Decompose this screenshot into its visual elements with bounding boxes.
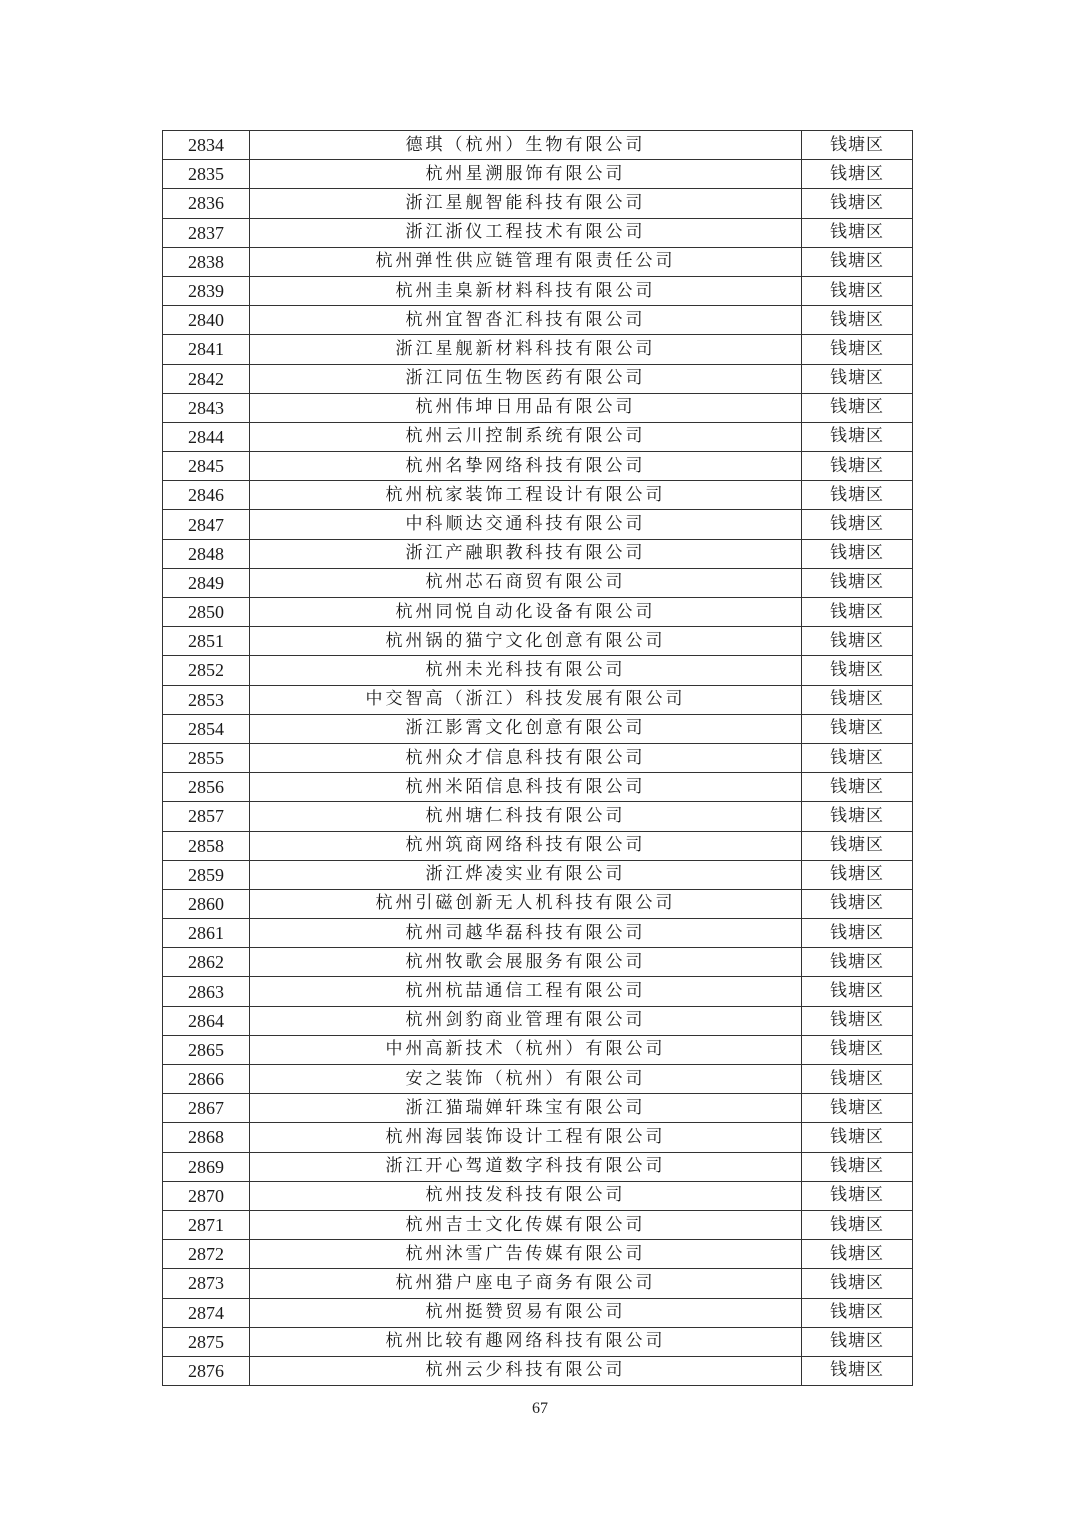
row-number-cell: 2864 — [163, 1006, 250, 1035]
page-number: 67 — [532, 1400, 548, 1417]
row-number-cell: 2838 — [163, 247, 250, 276]
company-name-cell: 安之装饰（杭州）有限公司 — [250, 1065, 802, 1094]
company-name-cell: 中科顺达交通科技有限公司 — [250, 510, 802, 539]
company-name-cell: 杭州同悦自动化设备有限公司 — [250, 598, 802, 627]
district-cell: 钱塘区 — [802, 1298, 913, 1327]
table-row — [163, 1356, 913, 1385]
district-cell: 钱塘区 — [802, 160, 913, 189]
company-name-cell: 杭州星溯服饰有限公司 — [250, 160, 802, 189]
district-cell: 钱塘区 — [802, 510, 913, 539]
company-name-cell: 浙江星舰新材料科技有限公司 — [250, 335, 802, 364]
row-number-cell: 2867 — [163, 1094, 250, 1123]
row-number-cell: 2846 — [163, 481, 250, 510]
district-cell: 钱塘区 — [802, 1094, 913, 1123]
district-cell: 钱塘区 — [802, 1210, 913, 1239]
district-cell: 钱塘区 — [802, 306, 913, 335]
company-name-cell: 浙江猫瑞婵轩珠宝有限公司 — [250, 1094, 802, 1123]
table-row — [163, 919, 913, 948]
district-cell: 钱塘区 — [802, 948, 913, 977]
district-cell: 钱塘区 — [802, 627, 913, 656]
company-name-cell: 德琪（杭州）生物有限公司 — [250, 131, 802, 160]
table-row — [163, 160, 913, 189]
table-row — [163, 276, 913, 305]
row-number-cell: 2871 — [163, 1210, 250, 1239]
table-row — [163, 1065, 913, 1094]
row-number-cell: 2842 — [163, 364, 250, 393]
table-row — [163, 743, 913, 772]
district-cell: 钱塘区 — [802, 539, 913, 568]
row-number-cell: 2865 — [163, 1035, 250, 1064]
row-number-cell: 2850 — [163, 598, 250, 627]
company-name-cell: 浙江烨凌实业有限公司 — [250, 860, 802, 889]
district-cell: 钱塘区 — [802, 1152, 913, 1181]
district-cell: 钱塘区 — [802, 422, 913, 451]
company-name-cell: 杭州圭臬新材料科技有限公司 — [250, 276, 802, 305]
company-name-cell: 杭州锅的猫宁文化创意有限公司 — [250, 627, 802, 656]
row-number-cell: 2873 — [163, 1269, 250, 1298]
table-row — [163, 568, 913, 597]
company-name-cell: 杭州塘仁科技有限公司 — [250, 802, 802, 831]
table-row — [163, 1210, 913, 1239]
company-name-cell: 浙江开心驾道数字科技有限公司 — [250, 1152, 802, 1181]
table-row — [163, 452, 913, 481]
district-cell: 钱塘区 — [802, 656, 913, 685]
table-row — [163, 1006, 913, 1035]
row-number-cell: 2843 — [163, 393, 250, 422]
company-name-cell: 杭州技发科技有限公司 — [250, 1181, 802, 1210]
table-row — [163, 1240, 913, 1269]
district-cell: 钱塘区 — [802, 831, 913, 860]
row-number-cell: 2851 — [163, 627, 250, 656]
company-name-cell: 杭州杭家装饰工程设计有限公司 — [250, 481, 802, 510]
table-row — [163, 802, 913, 831]
district-cell: 钱塘区 — [802, 1181, 913, 1210]
table-row — [163, 889, 913, 918]
row-number-cell: 2844 — [163, 422, 250, 451]
district-cell: 钱塘区 — [802, 685, 913, 714]
row-number-cell: 2862 — [163, 948, 250, 977]
table-row — [163, 831, 913, 860]
company-name-cell: 杭州米陌信息科技有限公司 — [250, 773, 802, 802]
row-number-cell: 2859 — [163, 860, 250, 889]
district-cell: 钱塘区 — [802, 218, 913, 247]
company-name-cell: 杭州宜智沓汇科技有限公司 — [250, 306, 802, 335]
company-name-cell: 杭州吉士文化传媒有限公司 — [250, 1210, 802, 1239]
table-row — [163, 335, 913, 364]
district-cell: 钱塘区 — [802, 714, 913, 743]
table-row — [163, 218, 913, 247]
company-name-cell: 杭州比较有趣网络科技有限公司 — [250, 1327, 802, 1356]
row-number-cell: 2857 — [163, 802, 250, 831]
row-number-cell: 2855 — [163, 743, 250, 772]
company-name-cell: 杭州未光科技有限公司 — [250, 656, 802, 685]
table-row — [163, 510, 913, 539]
district-cell: 钱塘区 — [802, 1065, 913, 1094]
table-row — [163, 714, 913, 743]
table-row — [163, 364, 913, 393]
company-table — [162, 130, 913, 1386]
row-number-cell: 2869 — [163, 1152, 250, 1181]
district-cell: 钱塘区 — [802, 919, 913, 948]
row-number-cell: 2849 — [163, 568, 250, 597]
table-row — [163, 977, 913, 1006]
district-cell: 钱塘区 — [802, 743, 913, 772]
table-row — [163, 1181, 913, 1210]
company-name-cell: 中州高新技术（杭州）有限公司 — [250, 1035, 802, 1064]
table-row — [163, 656, 913, 685]
table-row — [163, 1035, 913, 1064]
company-table-body — [163, 131, 913, 1386]
row-number-cell: 2876 — [163, 1356, 250, 1385]
company-name-cell: 杭州司越华磊科技有限公司 — [250, 919, 802, 948]
row-number-cell: 2854 — [163, 714, 250, 743]
row-number-cell: 2870 — [163, 1181, 250, 1210]
company-name-cell: 杭州牧歌会展服务有限公司 — [250, 948, 802, 977]
company-name-cell: 杭州筑商网络科技有限公司 — [250, 831, 802, 860]
company-name-cell: 浙江影霄文化创意有限公司 — [250, 714, 802, 743]
row-number-cell: 2858 — [163, 831, 250, 860]
company-name-cell: 杭州弹性供应链管理有限责任公司 — [250, 247, 802, 276]
district-cell: 钱塘区 — [802, 393, 913, 422]
company-name-cell: 浙江同伍生物医药有限公司 — [250, 364, 802, 393]
company-name-cell: 杭州杭喆通信工程有限公司 — [250, 977, 802, 1006]
row-number-cell: 2874 — [163, 1298, 250, 1327]
table-row — [163, 481, 913, 510]
company-name-cell: 杭州云川控制系统有限公司 — [250, 422, 802, 451]
row-number-cell: 2847 — [163, 510, 250, 539]
company-name-cell: 杭州伟坤日用品有限公司 — [250, 393, 802, 422]
company-name-cell: 杭州引磁创新无人机科技有限公司 — [250, 889, 802, 918]
company-name-cell: 浙江产融职教科技有限公司 — [250, 539, 802, 568]
district-cell: 钱塘区 — [802, 598, 913, 627]
row-number-cell: 2868 — [163, 1123, 250, 1152]
company-name-cell: 杭州名挚网络科技有限公司 — [250, 452, 802, 481]
table-row — [163, 393, 913, 422]
row-number-cell: 2835 — [163, 160, 250, 189]
table-row — [163, 422, 913, 451]
district-cell: 钱塘区 — [802, 452, 913, 481]
company-name-cell: 杭州众才信息科技有限公司 — [250, 743, 802, 772]
table-row — [163, 685, 913, 714]
row-number-cell: 2845 — [163, 452, 250, 481]
table-row — [163, 598, 913, 627]
district-cell: 钱塘区 — [802, 1035, 913, 1064]
company-name-cell: 中交智高（浙江）科技发展有限公司 — [250, 685, 802, 714]
row-number-cell: 2863 — [163, 977, 250, 1006]
district-cell: 钱塘区 — [802, 977, 913, 1006]
table-row — [163, 539, 913, 568]
table-row — [163, 627, 913, 656]
row-number-cell: 2848 — [163, 539, 250, 568]
district-cell: 钱塘区 — [802, 1240, 913, 1269]
table-row — [163, 1327, 913, 1356]
district-cell: 钱塘区 — [802, 889, 913, 918]
row-number-cell: 2837 — [163, 218, 250, 247]
district-cell: 钱塘区 — [802, 1123, 913, 1152]
table-row — [163, 1152, 913, 1181]
company-name-cell: 杭州沐雪广告传媒有限公司 — [250, 1240, 802, 1269]
row-number-cell: 2860 — [163, 889, 250, 918]
table-row — [163, 773, 913, 802]
company-name-cell: 杭州挺赞贸易有限公司 — [250, 1298, 802, 1327]
company-name-cell: 杭州海园装饰设计工程有限公司 — [250, 1123, 802, 1152]
district-cell: 钱塘区 — [802, 1327, 913, 1356]
row-number-cell: 2861 — [163, 919, 250, 948]
district-cell: 钱塘区 — [802, 860, 913, 889]
table-row — [163, 189, 913, 218]
district-cell: 钱塘区 — [802, 131, 913, 160]
district-cell: 钱塘区 — [802, 364, 913, 393]
table-row — [163, 306, 913, 335]
district-cell: 钱塘区 — [802, 247, 913, 276]
row-number-cell: 2872 — [163, 1240, 250, 1269]
row-number-cell: 2853 — [163, 685, 250, 714]
district-cell: 钱塘区 — [802, 1006, 913, 1035]
company-name-cell: 浙江浙仪工程技术有限公司 — [250, 218, 802, 247]
row-number-cell: 2839 — [163, 276, 250, 305]
company-name-cell: 杭州剑豹商业管理有限公司 — [250, 1006, 802, 1035]
district-cell: 钱塘区 — [802, 1269, 913, 1298]
district-cell: 钱塘区 — [802, 568, 913, 597]
company-name-cell: 杭州云少科技有限公司 — [250, 1356, 802, 1385]
district-cell: 钱塘区 — [802, 189, 913, 218]
row-number-cell: 2875 — [163, 1327, 250, 1356]
row-number-cell: 2852 — [163, 656, 250, 685]
row-number-cell: 2866 — [163, 1065, 250, 1094]
table-row — [163, 1123, 913, 1152]
company-name-cell: 杭州芯石商贸有限公司 — [250, 568, 802, 597]
company-name-cell: 杭州猎户座电子商务有限公司 — [250, 1269, 802, 1298]
table-row — [163, 860, 913, 889]
district-cell: 钱塘区 — [802, 773, 913, 802]
district-cell: 钱塘区 — [802, 802, 913, 831]
table-row — [163, 1298, 913, 1327]
table-row — [163, 131, 913, 160]
table-row — [163, 1269, 913, 1298]
table-row — [163, 1094, 913, 1123]
district-cell: 钱塘区 — [802, 1356, 913, 1385]
row-number-cell: 2836 — [163, 189, 250, 218]
row-number-cell: 2834 — [163, 131, 250, 160]
table-row — [163, 247, 913, 276]
row-number-cell: 2840 — [163, 306, 250, 335]
district-cell: 钱塘区 — [802, 335, 913, 364]
district-cell: 钱塘区 — [802, 481, 913, 510]
row-number-cell: 2841 — [163, 335, 250, 364]
district-cell: 钱塘区 — [802, 276, 913, 305]
table-row — [163, 948, 913, 977]
row-number-cell: 2856 — [163, 773, 250, 802]
company-name-cell: 浙江星舰智能科技有限公司 — [250, 189, 802, 218]
